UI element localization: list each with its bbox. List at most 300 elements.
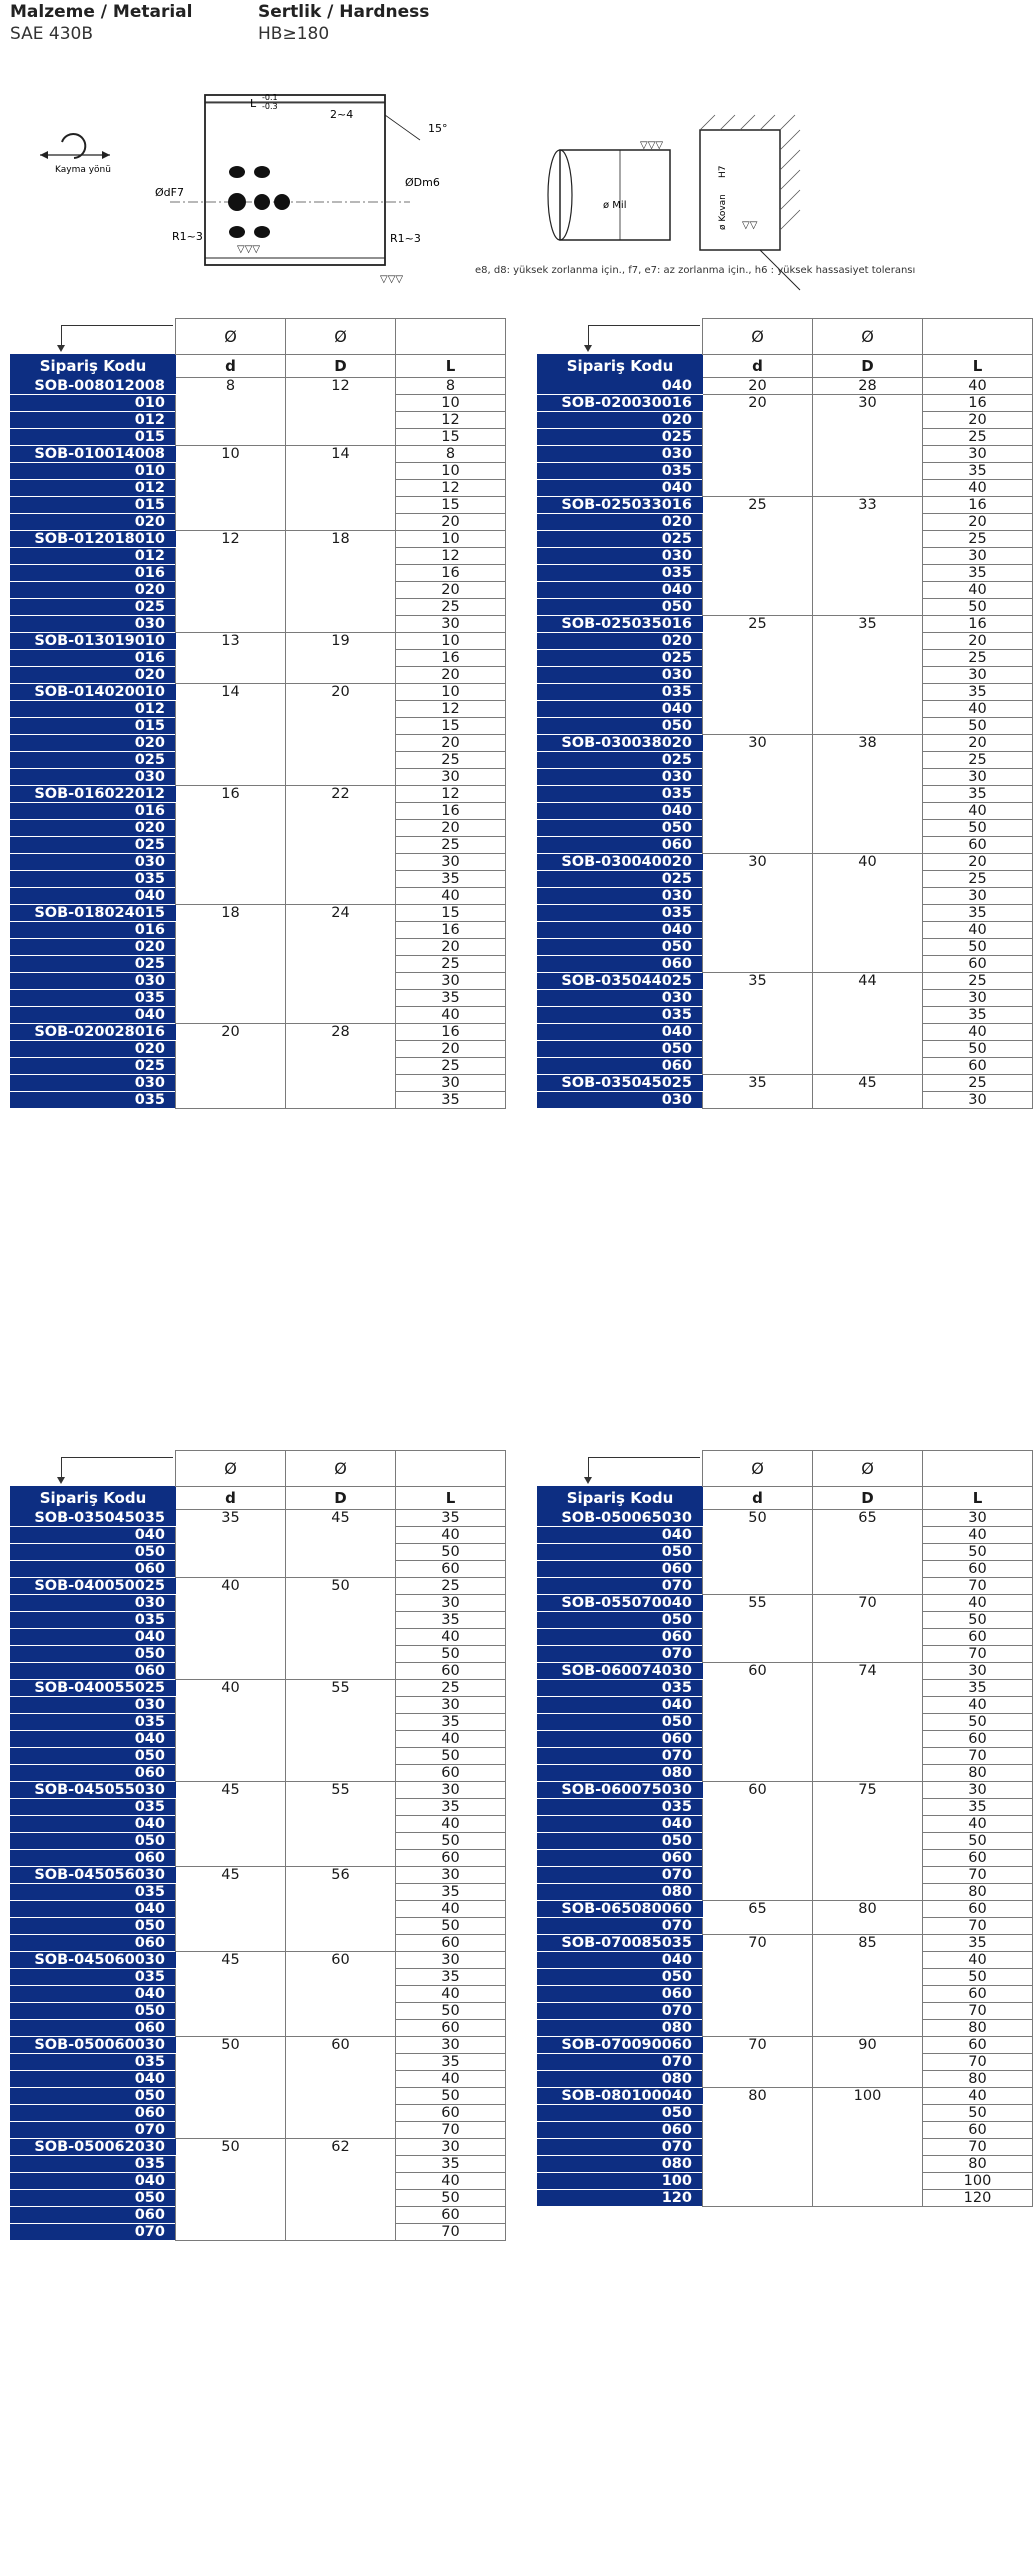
order-code-cell: 080 [538, 2071, 703, 2088]
order-code-cell: SOB-080100040 [538, 2088, 703, 2105]
table-row [11, 2139, 506, 2156]
order-code-cell: 012 [11, 701, 176, 718]
spec-table-4 [537, 1450, 1033, 2207]
outer-diameter-cell: 35 [813, 616, 923, 735]
order-code-cell: 040 [538, 1697, 703, 1714]
length-cell: 100 [923, 2173, 1033, 2190]
order-code-cell: 040 [11, 1007, 176, 1024]
code-header: Sipariş Kodu [538, 355, 703, 378]
length-cell: 35 [923, 1680, 1033, 1697]
table-row [11, 684, 506, 701]
order-code-cell: 035 [11, 1612, 176, 1629]
length-cell: 50 [396, 1748, 506, 1765]
length-cell: 80 [923, 2020, 1033, 2037]
table-row [538, 973, 1033, 990]
order-code-cell: 035 [11, 1799, 176, 1816]
length-cell: 50 [396, 1544, 506, 1561]
order-code-cell: 060 [538, 1629, 703, 1646]
order-code-cell: 030 [11, 1075, 176, 1092]
order-code-cell: SOB-055070040 [538, 1595, 703, 1612]
D-header: D [286, 1487, 396, 1510]
length-cell: 30 [923, 1782, 1033, 1799]
code-header: Sipariş Kodu [11, 355, 176, 378]
order-code-cell: SOB-050065030 [538, 1510, 703, 1527]
table-row [11, 905, 506, 922]
length-cell: 35 [396, 1714, 506, 1731]
table-row [538, 378, 1033, 395]
outer-diameter-cell: 74 [813, 1663, 923, 1782]
inner-diameter-cell: 25 [703, 497, 813, 616]
order-code-cell: 060 [11, 1935, 176, 1952]
order-code-cell: SOB-020028016 [11, 1024, 176, 1041]
order-code-cell: 035 [538, 1680, 703, 1697]
order-code-cell: 015 [11, 497, 176, 514]
order-code-cell: 050 [538, 1714, 703, 1731]
length-cell: 25 [396, 1058, 506, 1075]
length-cell: 50 [923, 718, 1033, 735]
inner-diameter-cell: 35 [703, 1075, 813, 1109]
order-code-cell: SOB-065080060 [538, 1901, 703, 1918]
order-code-cell: 050 [538, 939, 703, 956]
length-cell: 12 [396, 786, 506, 803]
outer-diameter-cell: 12 [286, 378, 396, 446]
length-cell: 25 [923, 871, 1033, 888]
length-cell: 40 [396, 1527, 506, 1544]
length-cell: 25 [396, 837, 506, 854]
order-code-cell: 030 [11, 616, 176, 633]
order-code-cell: 035 [538, 905, 703, 922]
d-header: d [176, 355, 286, 378]
length-cell: 50 [923, 820, 1033, 837]
length-cell: 30 [923, 548, 1033, 565]
order-code-cell: SOB-013019010 [11, 633, 176, 650]
length-cell: 50 [396, 2190, 506, 2207]
length-cell: 20 [396, 582, 506, 599]
order-code-cell: SOB-012018010 [11, 531, 176, 548]
length-cell: 35 [396, 2156, 506, 2173]
material-label: Malzeme / Metarial [10, 2, 193, 22]
length-cell: 80 [923, 1884, 1033, 1901]
length-cell: 16 [396, 650, 506, 667]
length-cell: 20 [396, 820, 506, 837]
d-header: d [176, 1487, 286, 1510]
length-cell: 70 [396, 2224, 506, 2241]
order-code-cell: 060 [538, 1986, 703, 2003]
length-cell: 60 [923, 1850, 1033, 1867]
length-cell: 30 [396, 1075, 506, 1092]
table-row [11, 531, 506, 548]
length-cell: 35 [923, 905, 1033, 922]
order-code-cell: 025 [538, 871, 703, 888]
length-cell: 60 [923, 1561, 1033, 1578]
length-cell: 50 [923, 939, 1033, 956]
outer-diameter-cell: 33 [813, 497, 923, 616]
length-cell: 40 [396, 2173, 506, 2190]
inner-diameter-cell: 40 [176, 1680, 286, 1782]
length-cell: 30 [396, 2037, 506, 2054]
order-code-cell: 050 [538, 820, 703, 837]
length-cell: 60 [396, 1663, 506, 1680]
spec-table-3 [10, 1450, 506, 2241]
length-cell: 30 [396, 616, 506, 633]
length-cell: 30 [396, 1595, 506, 1612]
order-code-cell: 100 [538, 2173, 703, 2190]
table-row [538, 735, 1033, 752]
order-code-cell: 050 [538, 1544, 703, 1561]
order-code-cell: SOB-040050025 [11, 1578, 176, 1595]
order-code-cell: 035 [538, 1007, 703, 1024]
inner-diameter-cell: 8 [176, 378, 286, 446]
length-cell: 15 [396, 718, 506, 735]
length-cell: 60 [396, 1561, 506, 1578]
inner-diameter-cell: 70 [703, 2037, 813, 2088]
outer-diameter-cell: 14 [286, 446, 396, 531]
outer-diameter-cell: 44 [813, 973, 923, 1075]
outer-diameter-cell: 24 [286, 905, 396, 1024]
length-cell: 25 [923, 531, 1033, 548]
order-code-cell: 050 [11, 1748, 176, 1765]
inner-diameter-cell: 30 [703, 735, 813, 854]
order-code-cell: 070 [538, 2003, 703, 2020]
length-cell: 50 [396, 1833, 506, 1850]
length-cell: 40 [396, 1629, 506, 1646]
length-cell: 60 [923, 1901, 1033, 1918]
inner-diameter-cell: 14 [176, 684, 286, 786]
order-code-cell: 040 [11, 1731, 176, 1748]
inner-diameter-cell: 80 [703, 2088, 813, 2207]
order-code-cell: SOB-014020010 [11, 684, 176, 701]
order-code-cell: 070 [538, 1578, 703, 1595]
length-cell: 16 [396, 803, 506, 820]
dia-symbol-D: Ø [813, 319, 923, 355]
length-cell: 80 [923, 2071, 1033, 2088]
table-row [538, 616, 1033, 633]
length-cell: 35 [923, 684, 1033, 701]
length-cell: 40 [396, 2071, 506, 2088]
D-header: D [813, 355, 923, 378]
order-code-cell: 040 [538, 378, 703, 395]
svg-text:▽▽: ▽▽ [742, 220, 758, 231]
pointer-arrow-icon [588, 325, 589, 350]
length-cell: 12 [396, 548, 506, 565]
tolerance-note: e8, d8: yüksek zorlanma için., f7, e7: az zorlanma için., h6 : yüksek hassasiyet toleransı [475, 265, 916, 276]
order-code-cell: 020 [11, 1041, 176, 1058]
code-header: Sipariş Kodu [11, 1487, 176, 1510]
order-code-cell: 035 [11, 871, 176, 888]
length-cell: 60 [923, 1058, 1033, 1075]
spec-table-1 [10, 318, 506, 1109]
order-code-cell: 025 [11, 837, 176, 854]
length-cell: 120 [923, 2190, 1033, 2207]
table-row [11, 446, 506, 463]
outer-diameter-cell: 75 [813, 1782, 923, 1901]
length-cell: 25 [396, 956, 506, 973]
order-code-cell: SOB-020030016 [538, 395, 703, 412]
length-cell: 35 [396, 1612, 506, 1629]
L-header: L [396, 1487, 506, 1510]
length-cell: 70 [923, 1646, 1033, 1663]
length-cell: 25 [923, 752, 1033, 769]
length-cell: 60 [396, 1850, 506, 1867]
hardness-label: Sertlik / Hardness [258, 2, 430, 22]
outer-diameter-cell: 56 [286, 1867, 396, 1952]
length-cell: 30 [923, 990, 1033, 1007]
order-code-cell: 120 [538, 2190, 703, 2207]
length-cell: 25 [396, 599, 506, 616]
length-cell: 50 [923, 1544, 1033, 1561]
length-cell: 15 [396, 429, 506, 446]
order-code-cell: 070 [538, 1748, 703, 1765]
length-cell: 16 [923, 616, 1033, 633]
outer-diameter-cell: 55 [286, 1782, 396, 1867]
order-code-cell: 060 [538, 1561, 703, 1578]
length-cell: 30 [923, 1092, 1033, 1109]
inner-diameter-cell: 10 [176, 446, 286, 531]
order-code-cell: 080 [538, 1765, 703, 1782]
order-code-cell: 020 [11, 582, 176, 599]
length-cell: 60 [396, 1765, 506, 1782]
length-cell: 40 [923, 378, 1033, 395]
table-row [538, 1595, 1033, 1612]
inner-diameter-cell: 45 [176, 1782, 286, 1867]
order-code-cell: 060 [11, 2105, 176, 2122]
length-cell: 20 [923, 633, 1033, 650]
table-row [11, 2037, 506, 2054]
order-code-cell: 020 [11, 820, 176, 837]
length-cell: 20 [396, 939, 506, 956]
length-cell: 20 [923, 514, 1033, 531]
order-code-cell: 050 [11, 1833, 176, 1850]
order-code-cell: 016 [11, 803, 176, 820]
length-cell: 35 [396, 1092, 506, 1109]
order-code-cell: 050 [11, 1918, 176, 1935]
order-code-cell: 080 [538, 2020, 703, 2037]
outer-diameter-cell: 22 [286, 786, 396, 905]
length-cell: 70 [923, 1918, 1033, 1935]
shaft-label: ø Mil [603, 200, 627, 211]
length-cell: 10 [396, 684, 506, 701]
length-cell: 30 [396, 973, 506, 990]
length-cell: 70 [923, 2003, 1033, 2020]
length-cell: 50 [396, 1646, 506, 1663]
header-empty-cell [396, 1451, 506, 1487]
pointer-arrow-icon [588, 1457, 589, 1482]
length-cell: 50 [396, 2003, 506, 2020]
inner-diameter-cell: 70 [703, 1935, 813, 2037]
order-code-cell: 025 [11, 752, 176, 769]
inner-diameter-cell: 35 [176, 1510, 286, 1578]
order-code-cell: SOB-035044025 [538, 973, 703, 990]
order-code-cell: SOB-045060030 [11, 1952, 176, 1969]
order-code-cell: 035 [538, 565, 703, 582]
length-cell: 35 [396, 1799, 506, 1816]
order-code-cell: SOB-050062030 [11, 2139, 176, 2156]
inner-diameter-cell: 20 [176, 1024, 286, 1109]
length-cell: 30 [396, 2139, 506, 2156]
order-code-cell: 050 [538, 599, 703, 616]
order-code-cell: 050 [11, 2003, 176, 2020]
inner-diameter-cell: 45 [176, 1952, 286, 2037]
length-cell: 80 [923, 2156, 1033, 2173]
length-cell: 15 [396, 905, 506, 922]
order-code-cell: 080 [538, 1884, 703, 1901]
order-code-cell: SOB-045056030 [11, 1867, 176, 1884]
order-code-cell: 060 [11, 1663, 176, 1680]
length-cell: 50 [923, 1833, 1033, 1850]
length-cell: 30 [923, 446, 1033, 463]
length-cell: 20 [923, 854, 1033, 871]
order-code-cell: 040 [11, 1629, 176, 1646]
spec-table-2 [537, 318, 1033, 1109]
length-cell: 25 [923, 1075, 1033, 1092]
length-cell: 35 [923, 1935, 1033, 1952]
order-code-cell: 030 [11, 769, 176, 786]
inner-diameter-cell: 30 [703, 854, 813, 973]
dia-symbol-D: Ø [286, 1451, 396, 1487]
order-code-cell: 035 [11, 1969, 176, 1986]
order-code-cell: 070 [11, 2224, 176, 2241]
dia-symbol-d: Ø [176, 1451, 286, 1487]
order-code-cell: 040 [538, 582, 703, 599]
order-code-cell: 030 [538, 548, 703, 565]
length-cell: 35 [396, 2054, 506, 2071]
length-cell: 25 [923, 429, 1033, 446]
outer-diameter-cell: 62 [286, 2139, 396, 2241]
length-cell: 40 [396, 1007, 506, 1024]
table-row [538, 2037, 1033, 2054]
order-code-cell: 010 [11, 463, 176, 480]
length-cell: 12 [396, 701, 506, 718]
outer-diameter-cell: 55 [286, 1680, 396, 1782]
order-code-cell: 016 [11, 922, 176, 939]
material-value: SAE 430B [10, 24, 93, 44]
order-code-cell: SOB-070085035 [538, 1935, 703, 1952]
length-cell: 20 [396, 1041, 506, 1058]
table-row [11, 1680, 506, 1697]
length-cell: 60 [923, 1986, 1033, 2003]
length-cell: 70 [923, 1748, 1033, 1765]
length-cell: 70 [923, 1578, 1033, 1595]
length-cell: 35 [923, 786, 1033, 803]
length-cell: 16 [396, 1024, 506, 1041]
radius-right-label: R1~3 [390, 232, 421, 245]
order-code-cell: SOB-070090060 [538, 2037, 703, 2054]
outer-diameter-cell: 28 [813, 378, 923, 395]
outer-diameter-cell: 18 [286, 531, 396, 633]
order-code-cell: 015 [11, 429, 176, 446]
order-code-cell: 016 [11, 650, 176, 667]
length-cell: 60 [923, 1731, 1033, 1748]
order-code-cell: 040 [11, 1816, 176, 1833]
length-cell: 16 [923, 497, 1033, 514]
hardness-value: HB≥180 [258, 24, 330, 44]
svg-text:▽▽▽: ▽▽▽ [640, 140, 664, 151]
order-code-cell: 025 [538, 752, 703, 769]
rotation-direction-icon [40, 134, 110, 159]
order-code-cell: 050 [538, 718, 703, 735]
order-code-cell: 020 [538, 633, 703, 650]
order-code-cell: 025 [11, 956, 176, 973]
table-row [538, 1935, 1033, 1952]
order-code-cell: 060 [538, 1850, 703, 1867]
length-cell: 60 [923, 956, 1033, 973]
radius-left-label: R1~3 [172, 230, 203, 243]
order-code-cell: 050 [538, 1969, 703, 1986]
length-cell: 40 [923, 922, 1033, 939]
length-cell: 35 [396, 1969, 506, 1986]
length-cell: 40 [923, 1595, 1033, 1612]
order-code-cell: 060 [538, 1731, 703, 1748]
inner-diameter-cell: 40 [176, 1578, 286, 1680]
table-row [11, 633, 506, 650]
order-code-cell: 030 [538, 888, 703, 905]
length-cell: 30 [396, 1867, 506, 1884]
length-cell: 35 [396, 990, 506, 1007]
length-cell: 30 [396, 854, 506, 871]
length-cell: 35 [923, 1007, 1033, 1024]
table-row [11, 1867, 506, 1884]
table-row [11, 1578, 506, 1595]
order-code-cell: 030 [538, 446, 703, 463]
length-cell: 40 [923, 582, 1033, 599]
order-code-cell: 020 [11, 514, 176, 531]
table-row [11, 786, 506, 803]
table-row [538, 2088, 1033, 2105]
length-cell: 60 [396, 2207, 506, 2224]
order-code-cell: 060 [11, 1561, 176, 1578]
length-cell: 8 [396, 378, 506, 395]
order-code-cell: SOB-025035016 [538, 616, 703, 633]
table-row [11, 1510, 506, 1527]
order-code-cell: SOB-025033016 [538, 497, 703, 514]
length-cell: 16 [396, 922, 506, 939]
length-cell: 60 [923, 2122, 1033, 2139]
length-cell: 10 [396, 463, 506, 480]
housing-label: ø Kovan [718, 194, 728, 230]
length-cell: 30 [396, 1952, 506, 1969]
D-header: D [286, 355, 396, 378]
order-code-cell: 070 [11, 2122, 176, 2139]
order-code-cell: 030 [11, 1697, 176, 1714]
order-code-cell: 035 [11, 2054, 176, 2071]
order-code-cell: 040 [11, 1901, 176, 1918]
length-cell: 40 [923, 480, 1033, 497]
order-code-cell: 035 [11, 1714, 176, 1731]
length-cell: 35 [396, 1884, 506, 1901]
order-code-cell: 050 [538, 1833, 703, 1850]
outer-diameter-cell: 80 [813, 1901, 923, 1935]
length-cell: 40 [923, 2088, 1033, 2105]
housing-tolerance-label: H7 [718, 165, 728, 178]
order-code-cell: 040 [538, 1527, 703, 1544]
inner-diameter-cell: 25 [703, 616, 813, 735]
order-code-cell: 050 [538, 2105, 703, 2122]
length-cell: 70 [923, 2139, 1033, 2156]
inner-diameter-cell: 20 [703, 378, 813, 395]
order-code-cell: 020 [11, 735, 176, 752]
length-cell: 12 [396, 412, 506, 429]
order-code-cell: 030 [538, 1092, 703, 1109]
order-code-cell: 010 [11, 395, 176, 412]
order-code-cell: 060 [11, 2020, 176, 2037]
length-cell: 30 [396, 1782, 506, 1799]
angle-label: 15° [428, 122, 448, 135]
order-code-cell: SOB-016022012 [11, 786, 176, 803]
outer-diameter-cell: 45 [813, 1075, 923, 1109]
order-code-cell: 030 [538, 769, 703, 786]
order-code-cell: SOB-018024015 [11, 905, 176, 922]
order-code-cell: 060 [538, 837, 703, 854]
